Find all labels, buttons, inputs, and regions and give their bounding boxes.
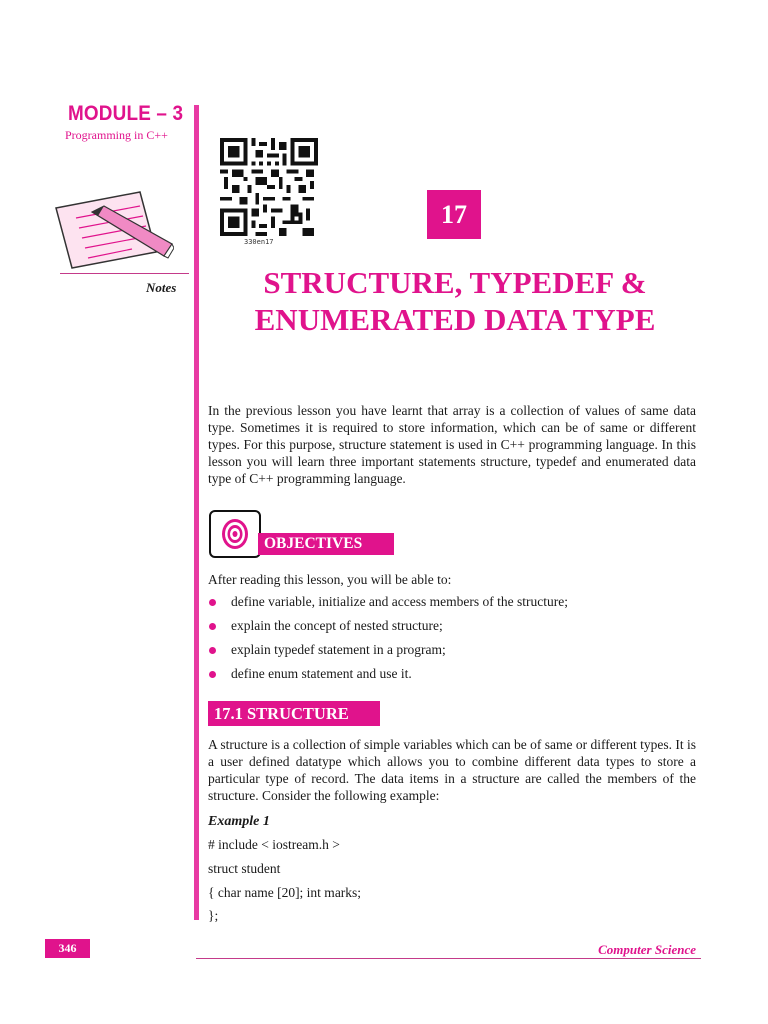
example-label: Example 1 bbox=[208, 814, 270, 829]
code-line: struct student bbox=[208, 861, 281, 876]
code-line: # include < iostream.h > bbox=[208, 837, 340, 852]
bullet-dot-icon bbox=[209, 623, 216, 630]
qr-code-icon bbox=[220, 138, 318, 236]
objective-item bbox=[208, 642, 446, 658]
bullet-dot-icon bbox=[209, 647, 216, 654]
objective-item bbox=[208, 666, 412, 682]
objective-item-text: explain typedef statement in a program; bbox=[231, 642, 446, 657]
lesson-number-badge: 17 bbox=[427, 190, 481, 239]
objective-item bbox=[208, 594, 568, 610]
chapter-title bbox=[205, 264, 705, 338]
notes-divider bbox=[60, 273, 189, 274]
objective-item-text: define enum statement and use it. bbox=[231, 666, 412, 681]
section-heading: 17.1 STRUCTURE bbox=[208, 701, 380, 726]
margin-rule bbox=[194, 105, 199, 920]
section-paragraph: A structure is a collection of simple variables which can be of same or different types. It is a user defined datatype which allows you to combine different data types to store a particular type of record. The data items in a structure are called the members of the structure. Consider the following example: bbox=[208, 737, 696, 803]
intro-paragraph: In the previous lesson you have learnt that array is a collection of values of same data type. Sometimes it is required to store information, which can be of same or different types. For this purpose, structure statement is used in C++ programming language. In this lesson you will learn three important statements structure, typedef and enumerated data type of C++ programming language. bbox=[208, 403, 696, 486]
bullet-dot-icon bbox=[209, 599, 216, 606]
notes-label: Notes bbox=[146, 280, 177, 295]
chapter-title-line-2: ENUMERATED DATA TYPE bbox=[254, 302, 656, 338]
objectives-heading: OBJECTIVES bbox=[258, 533, 394, 555]
chapter-title-line-1: STRUCTURE, TYPEDEF & bbox=[263, 265, 647, 300]
objective-item bbox=[208, 618, 443, 634]
objectives-lead: After reading this lesson, you will be able to: bbox=[208, 572, 452, 587]
module-title: MODULE – 3 bbox=[68, 102, 184, 125]
code-line: }; bbox=[208, 908, 219, 923]
footer-rule bbox=[196, 958, 701, 959]
qr-caption: 330en17 bbox=[244, 238, 274, 246]
code-line: { char name [20]; int marks; bbox=[208, 885, 362, 900]
notes-pencil-icon bbox=[52, 186, 174, 270]
objective-item-text: define variable, initialize and access members of the structure; bbox=[231, 594, 568, 609]
footer-book-title: Computer Science bbox=[598, 942, 696, 957]
target-icon bbox=[209, 510, 261, 558]
page-number: 346 bbox=[45, 939, 90, 958]
bullet-dot-icon bbox=[209, 671, 216, 678]
objective-item-text: explain the concept of nested structure; bbox=[231, 618, 443, 633]
module-subject: Programming in C++ bbox=[65, 128, 168, 142]
